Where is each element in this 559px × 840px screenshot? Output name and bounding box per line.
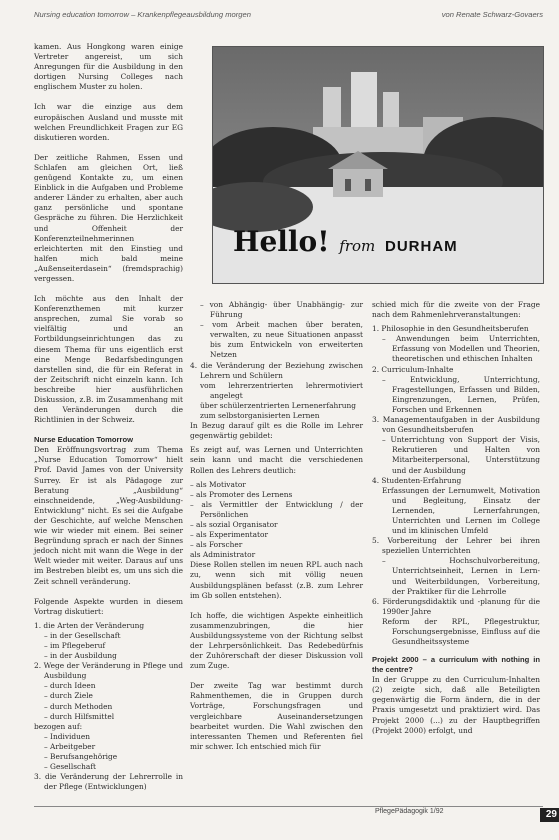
list-item: als Administrator [190,550,256,560]
list-item: – Anwendungen beim Unterrichten, Erfassung von Modellen und Theorien, theoretischen und ethischen Inhalten [382,334,540,364]
column-3 [372,300,540,746]
list-item: – als Motivator [190,479,246,489]
header-article-title: Nursing education tomorrow – Krankenpflegeausbildung morgen [34,10,251,19]
paragraph: In Bezug darauf gilt es die Rolle im Lehrer gegenwärtig gebildet: [190,421,363,441]
list-item: – vom Arbeit machen über beraten, verwalten, zu neue Situationen anpasst bis zum Entwickeln von erweiterten Netzen [200,320,363,360]
hello-from-durham-caption [233,225,458,258]
list-item: – Entwicklung, Unterrichtung, Fragestellungen, Erfassen und Bilden, Eingrenzungen, Lernen, Prüfen, Forschen und Erkennen [382,374,540,414]
paragraph: Ich hoffe, die wichtigen Aspekte einheitlich zusammenzubringen, die hier Ausbildungssysteme von der Richtung selbst der Lehrpersönlichkeit. Das Redebedürfnis der Zuhörerschaft der dieser Diskussion voll zum Zuge. [190,610,363,671]
framework-topics-list [372,324,540,647]
list-item: 5. Vorbereitung der Lehrer bei ihren speziellen Unterrichten [372,536,540,556]
list-item: – als Promoter des Lernens [190,489,293,499]
list-item: 1. Philosophie in den Gesundheitsberufen [372,324,529,334]
paragraph: Ich möchte aus den Inhalt der Konferenzthemen mit kurzer ansprechen, zumal Sie vorab so vielfältig und an Fortbildungseinrichtungen das zu diesem Thema für uns eigentlich erst eine Menge Bedarfsbedingungen darstellen sind, die für ein Referat in der Zeitschrift nicht einzeln kann. Ich beschreibe hier ausführlichen Diskussion, z.B. im Zusammenhang mit den Veränderungen durch die Richtlinien in der Schweiz. [34,294,183,425]
list-item: Reform der RPL, Pflegestruktur, Forschungsergebnisse, Einfluss auf die Gesundheitssysteme [382,616,540,647]
list-item: – als sozial Organisator [190,519,278,529]
durham-photo [212,46,544,284]
aspect-list [34,621,183,793]
city-text: DURHAM [385,238,458,255]
list-item: – Unterrichtung von Support der Visis, Rekrutieren und Halten von Mitarbeiterpersonal, Unterstützung und der Ausbildung [382,435,540,475]
list-item: 4. die Veränderung der Beziehung zwischen Lehrern und Schülern [190,360,363,380]
running-header [34,10,543,22]
paragraph: schied mich für die zweite von der Frage nach dem Rahmenlehrveranstaltungen: [372,300,540,320]
section-heading: Nurse Education Tomorrow [34,435,134,445]
list-item: – im Pflegeberuf [44,640,106,650]
paragraph: Es zeigt auf, was Lernen und Unterrichten sein kann und macht die verschiedenen Rollen des Lehrers deutlich: [190,445,363,475]
list-item: bezogen auf: [34,721,83,731]
list-item: – Berufsangehörige [44,752,118,761]
paragraph: Diese Rollen stellen im neuen RPL auch nach zu, wenn sich mit völlig neuen Ausbildungsplänen befasst (z.B. zum Lehrer im Gb sollen entstehen). [190,560,363,600]
list-item: 3. die Veränderung der Lehrerrolle in der Pflege (Entwicklungen) [34,772,183,792]
section-heading: Projekt 2000 – a curriculum with nothing in the centre? [372,655,540,675]
list-item: – durch Hilfsmittel [44,711,115,721]
paragraph: In der Gruppe zu den Curriculum-Inhalten (2) zeigte sich, daß alle Beteiligten gegenwärtig die Form ändern, die in der Praxis umgesetzt und praktiziert wird. Das Projekt 2000 (...) zu der Hauptbegriffen (Projekt 2000) erfolgt, und [372,675,540,735]
column-1 [34,42,183,792]
list-item: 1. die Arten der Veränderung [34,620,145,630]
list-item: – durch Ideen [44,681,96,691]
from-text: from [339,237,376,255]
header-author: von Renate Schwarz-Govaers [441,10,543,19]
list-item: Erfassungen der Lernumwelt, Motivation und Begleitung, Einsatz der Lernenden, Lernerfahrungen, Unterrichten und Lernen im College und im klinischen Umfeld [382,485,540,536]
page-number: 29 [540,808,559,822]
paragraph: Der zweite Tag war bestimmt durch Rahmenthemen, die in Gruppen durch Vorträge, Forschungsfragen und vergleichbare Auseinandersetzungen bearbeitet wurden. Die Wahl zwischen den interessanten Themen und Referenten fiel mir schwer. Ich entschied mich für [190,681,363,751]
hello-text: Hello! [233,225,330,258]
paragraph: Den Eröffnungsvortrag zum Thema „Nurse Education Tomorrow“ hielt Prof. David James von der University Surrey. Er ist als Pädagoge zur Beratung „Ausbildung“ einschneidende, „Weg-Ausbildung-Entwicklung“ nicht. Es sei die Aufgabe der Geschichte, auf welche Menschen wie wir wieder mit einem. Bei seiner Begründung sprach er nach der Sinnes jedoch nicht mit wann die Wege in der Welt wieder mit weiter. Daraus auf uns im Bestreben bleibt es, um uns sich die Zeit schnell veränderung. [34,445,183,586]
paragraph: kamen. Aus Hongkong waren einige Vertreter angereist, um sich Anregungen für die Ausbildung in den dortigen Nursing Colleges nach englischem Muster zu holen. [34,42,183,92]
list-item: vom lehrerzentrierten lehrermotiviert angelegt [200,380,363,400]
journal-name: PflegePädagogik 1/92 [375,808,444,815]
list-item: – von Abhängig- über Unabhängig- zur Führung [200,300,363,320]
list-item: – Arbeitgeber [44,741,96,751]
column-2 [190,300,363,762]
list-item: – Individuen [44,731,90,741]
list-item: – als Vermittler der Entwicklung / der Persönlichen [190,499,363,519]
list-item: – in der Ausbildung [44,651,117,661]
list-item: 6. Förderungsdidaktik und -planung für die 1990er Jahre [372,596,540,616]
list-item: 2. Curriculum-Inhalte [372,364,454,374]
list-item: – durch Methoden [44,701,113,711]
list-item: – in der Gesellschaft [44,630,121,640]
list-item: 3. Managementaufgaben in der Ausbildung von Gesundheitsberufen [372,415,540,435]
teacher-roles-list [190,480,363,561]
paragraph: Der zeitliche Rahmen, Essen und Schlafen am gleichen Ort, ließ genügend Kontakte zu, um einen Einblick in die Aufgaben und Probleme anderer Länder zu erhalten, aber auch ganz persönliche und spontane Gespräche zu führen. Die Herzlichkeit und Offenheit der Konferenzteilnehmerinnen erleichterten mit den Einstieg und halfen mich bald meine „Außenseiterdasein“ (fremdsprachig) vergessen. [34,152,183,283]
list-item: über schülerzentrierten Lernenerfahrung [200,400,357,410]
paragraph: Folgende Aspekte wurden in diesem Vortrag diskutiert: [34,596,183,616]
list-item: – Gesellschaft [44,762,97,772]
list-item: – als Forscher [190,540,243,550]
list-item: – als Experimentator [190,530,268,540]
list-item: – Hochschulvorbereitung, Unterrichtseinheit, Lernen in Lern- und Weiterbildungen, Vorbereitung, der Praktiker für die Lehrrolle [382,556,540,596]
list-item: zum selbstorganisierten Lernen [200,411,320,421]
list-item: – durch Ziele [44,691,93,701]
change-list [190,300,363,421]
list-item: 4. Studenten-Erfahrung [372,475,462,485]
footer-rule [34,806,543,807]
paragraph: Ich war die einzige aus dem europäischen Ausland und musste mit welchen Freundlichkeit Fragen zur EG diskutieren worden. [34,102,183,142]
list-item: 2. Wege der Veränderung in Pflege und Ausbildung [34,661,183,681]
